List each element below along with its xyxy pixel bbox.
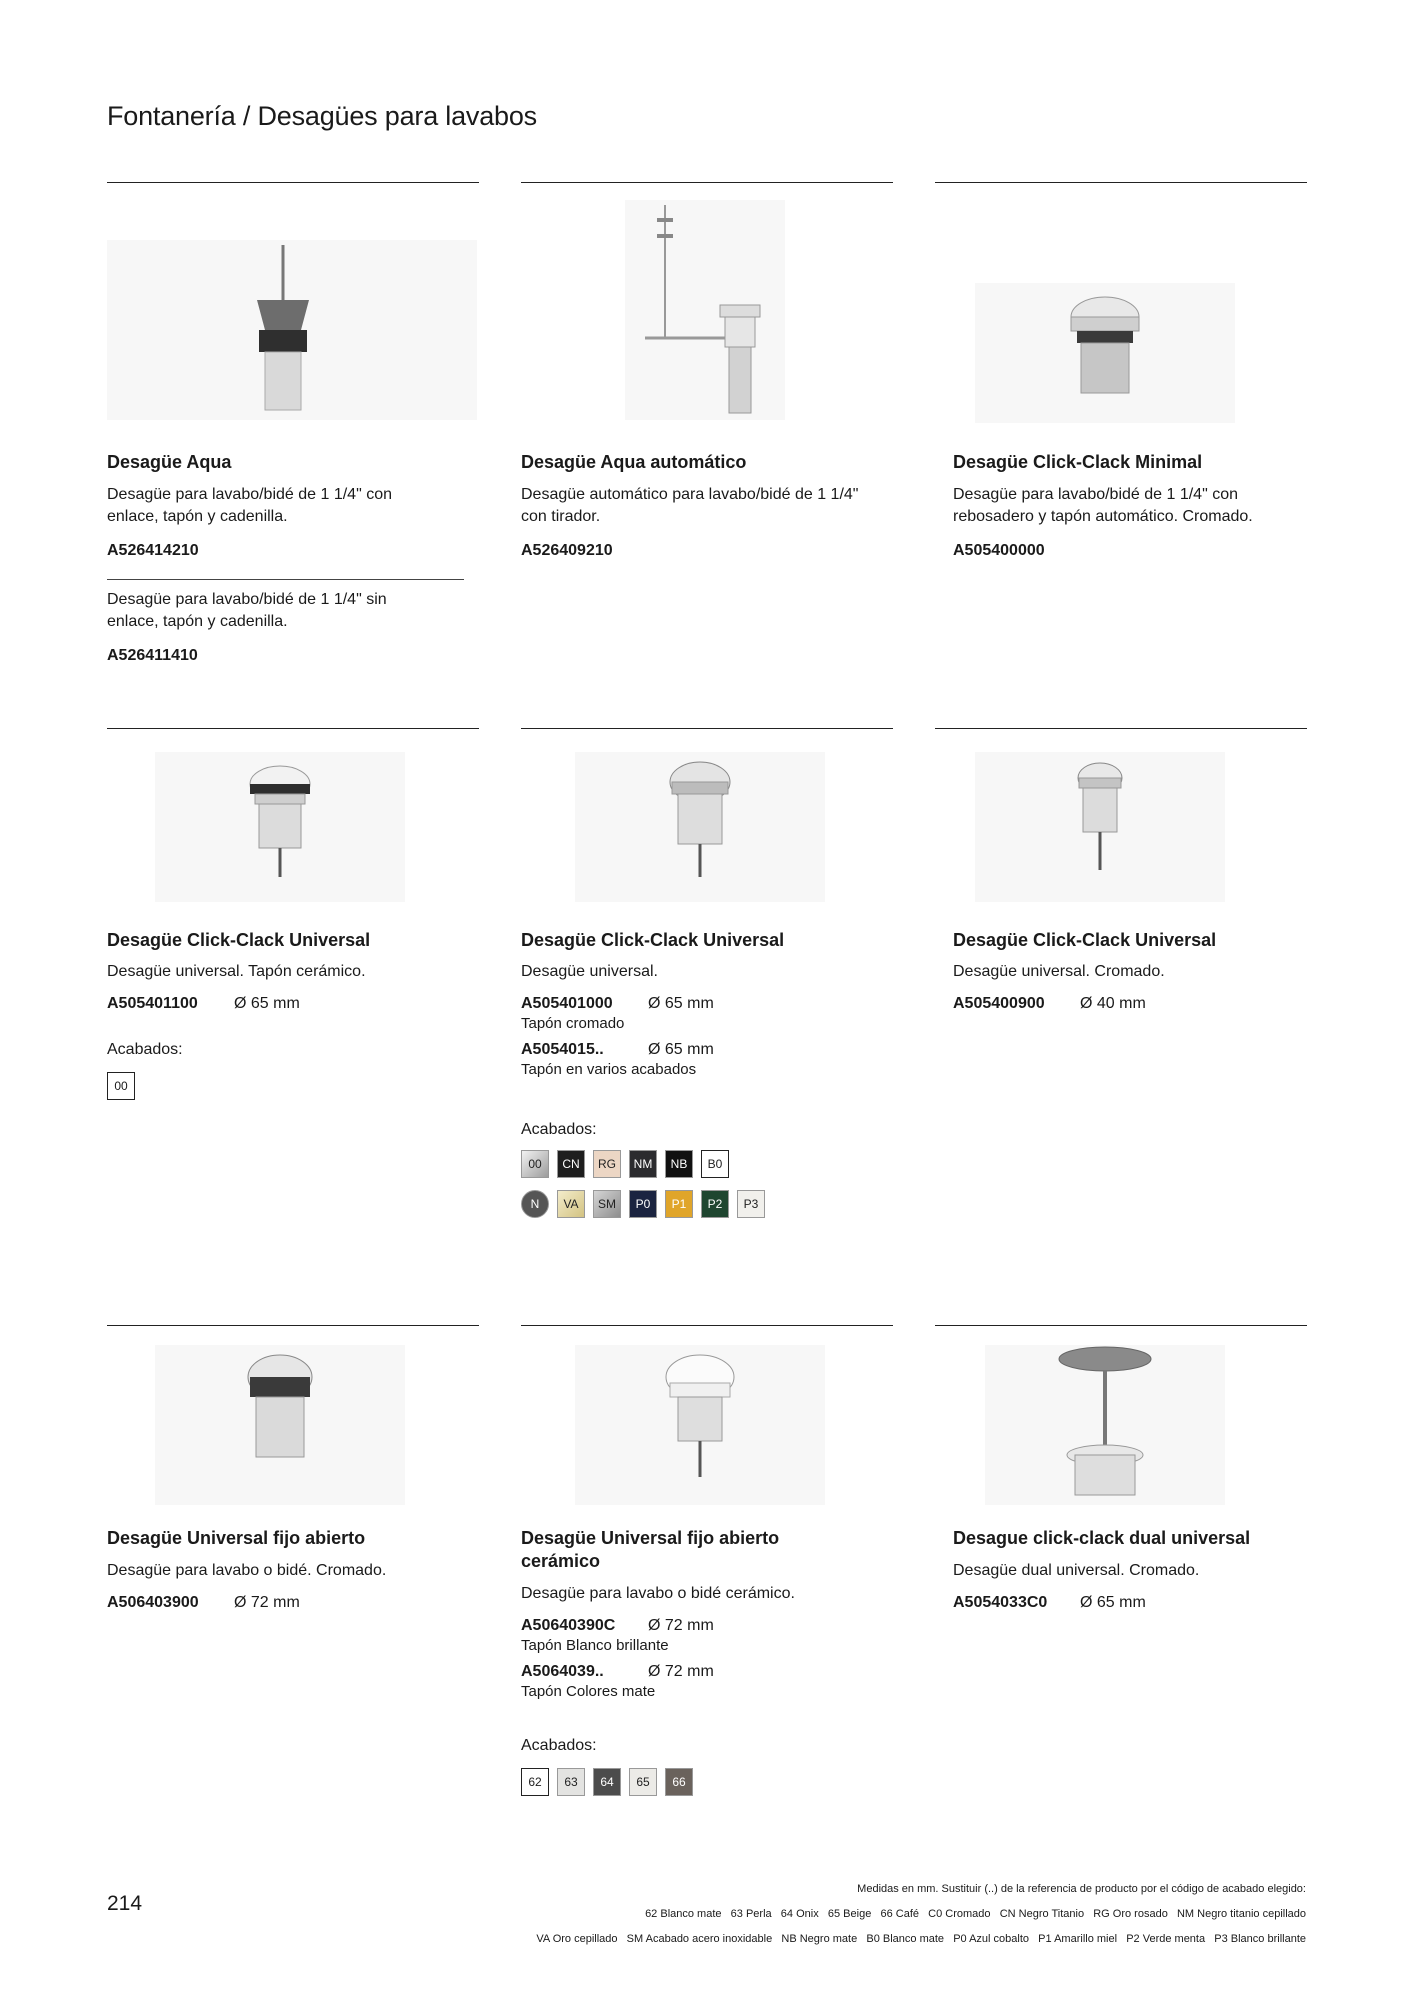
product-image-universal-fijo-abierto-ceramico (575, 1345, 825, 1505)
product-name: Desagüe Aqua (107, 452, 232, 472)
product-diameter: Ø 65 mm (1080, 1594, 1146, 1611)
product-description: Desagüe para lavabo/bidé de 1 1/4" con rebosadero y tapón automático. Cromado. (953, 486, 1253, 525)
finishes-label: Acabados: (107, 1041, 183, 1058)
footer-finish-codes: 62 Blanco mate 63 Perla 64 Onix 65 Beige 66 Café C0 Cromado CN Negro Titanio RG Oro rosado NM Negro titanio cepillado (645, 1908, 1306, 1920)
finish-swatch-00[interactable]: 00 (107, 1072, 135, 1100)
footer-finish-codes: VA Oro cepillado SM Acabado acero inoxidable NB Negro mate B0 Blanco mate P0 Azul cobalto P1 Amarillo miel P2 Verde menta P3 Blanco brillante (536, 1933, 1306, 1945)
finish-swatch-va[interactable]: VA (557, 1190, 585, 1218)
product-description: Desagüe para lavabo o bidé. Cromado. (107, 1562, 387, 1579)
finish-swatch-63[interactable]: 63 (557, 1768, 585, 1796)
product-description: Desagüe universal. (521, 963, 658, 980)
finish-swatch-62[interactable]: 62 (521, 1768, 549, 1796)
product-description: Desagüe para lavabo/bidé de 1 1/4" sin enlace, tapón y cadenilla. (107, 591, 387, 630)
product-reference: A505400000 (953, 542, 1045, 559)
divider (935, 1325, 1307, 1326)
product-reference: A5064039.. (521, 1663, 604, 1680)
product-reference: A526409210 (521, 542, 613, 559)
product-reference: A526414210 (107, 542, 199, 559)
product-name: Desague click-clack dual universal (953, 1528, 1251, 1548)
product-image-click-clack-minimal (975, 283, 1235, 423)
finish-swatch-p0[interactable]: P0 (629, 1190, 657, 1218)
finish-swatch-n[interactable]: N (521, 1190, 549, 1218)
finish-swatch-p2[interactable]: P2 (701, 1190, 729, 1218)
product-image-universal-fijo-abierto (155, 1345, 405, 1505)
product-reference: A5054033C0 (953, 1594, 1048, 1611)
divider (521, 182, 893, 183)
product-reference: A505400900 (953, 995, 1045, 1012)
finish-swatch-nb[interactable]: NB (665, 1150, 693, 1178)
divider (107, 182, 479, 183)
product-reference: A526411410 (107, 647, 198, 664)
product-description: Desagüe universal. Cromado. (953, 963, 1165, 980)
product-image-click-clack-dual (985, 1345, 1225, 1505)
product-diameter: Ø 40 mm (1080, 995, 1146, 1012)
footer-note: Medidas en mm. Sustituir (..) de la referencia de producto por el código de acabado elegido: (857, 1883, 1306, 1895)
product-image-click-clack-universal (155, 752, 405, 902)
finish-swatch-66[interactable]: 66 (665, 1768, 693, 1796)
finish-swatch-b0[interactable]: B0 (701, 1150, 729, 1178)
page-title: Fontanería / Desagües para lavabos (107, 101, 537, 131)
finish-swatch-nm[interactable]: NM (629, 1150, 657, 1178)
finish-swatch-p1[interactable]: P1 (665, 1190, 693, 1218)
finish-swatch-cn[interactable]: CN (557, 1150, 585, 1178)
product-name: Desagüe Click-Clack Universal (521, 930, 785, 950)
product-reference: A50640390C (521, 1617, 616, 1634)
product-name: Desagüe Universal fijo abierto cerámico (521, 1528, 780, 1571)
product-name: Desagüe Universal fijo abierto (107, 1528, 366, 1548)
finishes-label: Acabados: (521, 1737, 597, 1754)
product-reference: A506403900 (107, 1594, 199, 1611)
divider (107, 579, 464, 580)
product-image-aqua-automatico (625, 200, 785, 420)
product-reference: A5054015.. (521, 1041, 604, 1058)
page-number: 214 (107, 1892, 143, 1915)
product-name: Desagüe Aqua automático (521, 452, 747, 472)
product-description: Desagüe para lavabo o bidé cerámico. (521, 1585, 795, 1602)
product-image-click-clack-universal (975, 752, 1225, 902)
divider (935, 182, 1307, 183)
product-diameter: Ø 72 mm (648, 1617, 714, 1634)
product-description: Desagüe dual universal. Cromado. (953, 1562, 1200, 1579)
product-reference: A505401000 (521, 995, 613, 1012)
product-image-click-clack-universal (575, 752, 825, 902)
product-diameter: Ø 65 mm (648, 995, 714, 1012)
product-description: Desagüe automático para lavabo/bidé de 1 1/4" con tirador. (521, 486, 859, 525)
product-subtitle: Tapón en varios acabados (521, 1061, 697, 1078)
product-name: Desagüe Click-Clack Universal (953, 930, 1217, 950)
finish-swatch-65[interactable]: 65 (629, 1768, 657, 1796)
product-diameter: Ø 72 mm (648, 1663, 714, 1680)
finish-swatch-p3[interactable]: P3 (737, 1190, 765, 1218)
product-diameter: Ø 65 mm (648, 1041, 714, 1058)
product-reference: A505401100 (107, 995, 198, 1012)
product-name: Desagüe Click-Clack Minimal (953, 452, 1203, 472)
divider (521, 1325, 893, 1326)
product-diameter: Ø 65 mm (234, 995, 300, 1012)
finish-swatch-00[interactable]: 00 (521, 1150, 549, 1178)
divider (935, 728, 1307, 729)
divider (107, 728, 479, 729)
finishes-label: Acabados: (521, 1121, 597, 1138)
finish-swatch-64[interactable]: 64 (593, 1768, 621, 1796)
product-image-aqua (107, 240, 477, 420)
product-diameter: Ø 72 mm (234, 1594, 300, 1611)
product-subtitle: Tapón cromado (521, 1015, 625, 1032)
divider (107, 1325, 479, 1326)
finish-swatch-rg[interactable]: RG (593, 1150, 621, 1178)
divider (521, 728, 893, 729)
product-name: Desagüe Click-Clack Universal (107, 930, 371, 950)
finish-swatch-sm[interactable]: SM (593, 1190, 621, 1218)
product-subtitle: Tapón Colores mate (521, 1683, 656, 1700)
product-subtitle: Tapón Blanco brillante (521, 1637, 669, 1654)
product-description: Desagüe para lavabo/bidé de 1 1/4" con enlace, tapón y cadenilla. (107, 486, 392, 525)
product-description: Desagüe universal. Tapón cerámico. (107, 963, 366, 980)
